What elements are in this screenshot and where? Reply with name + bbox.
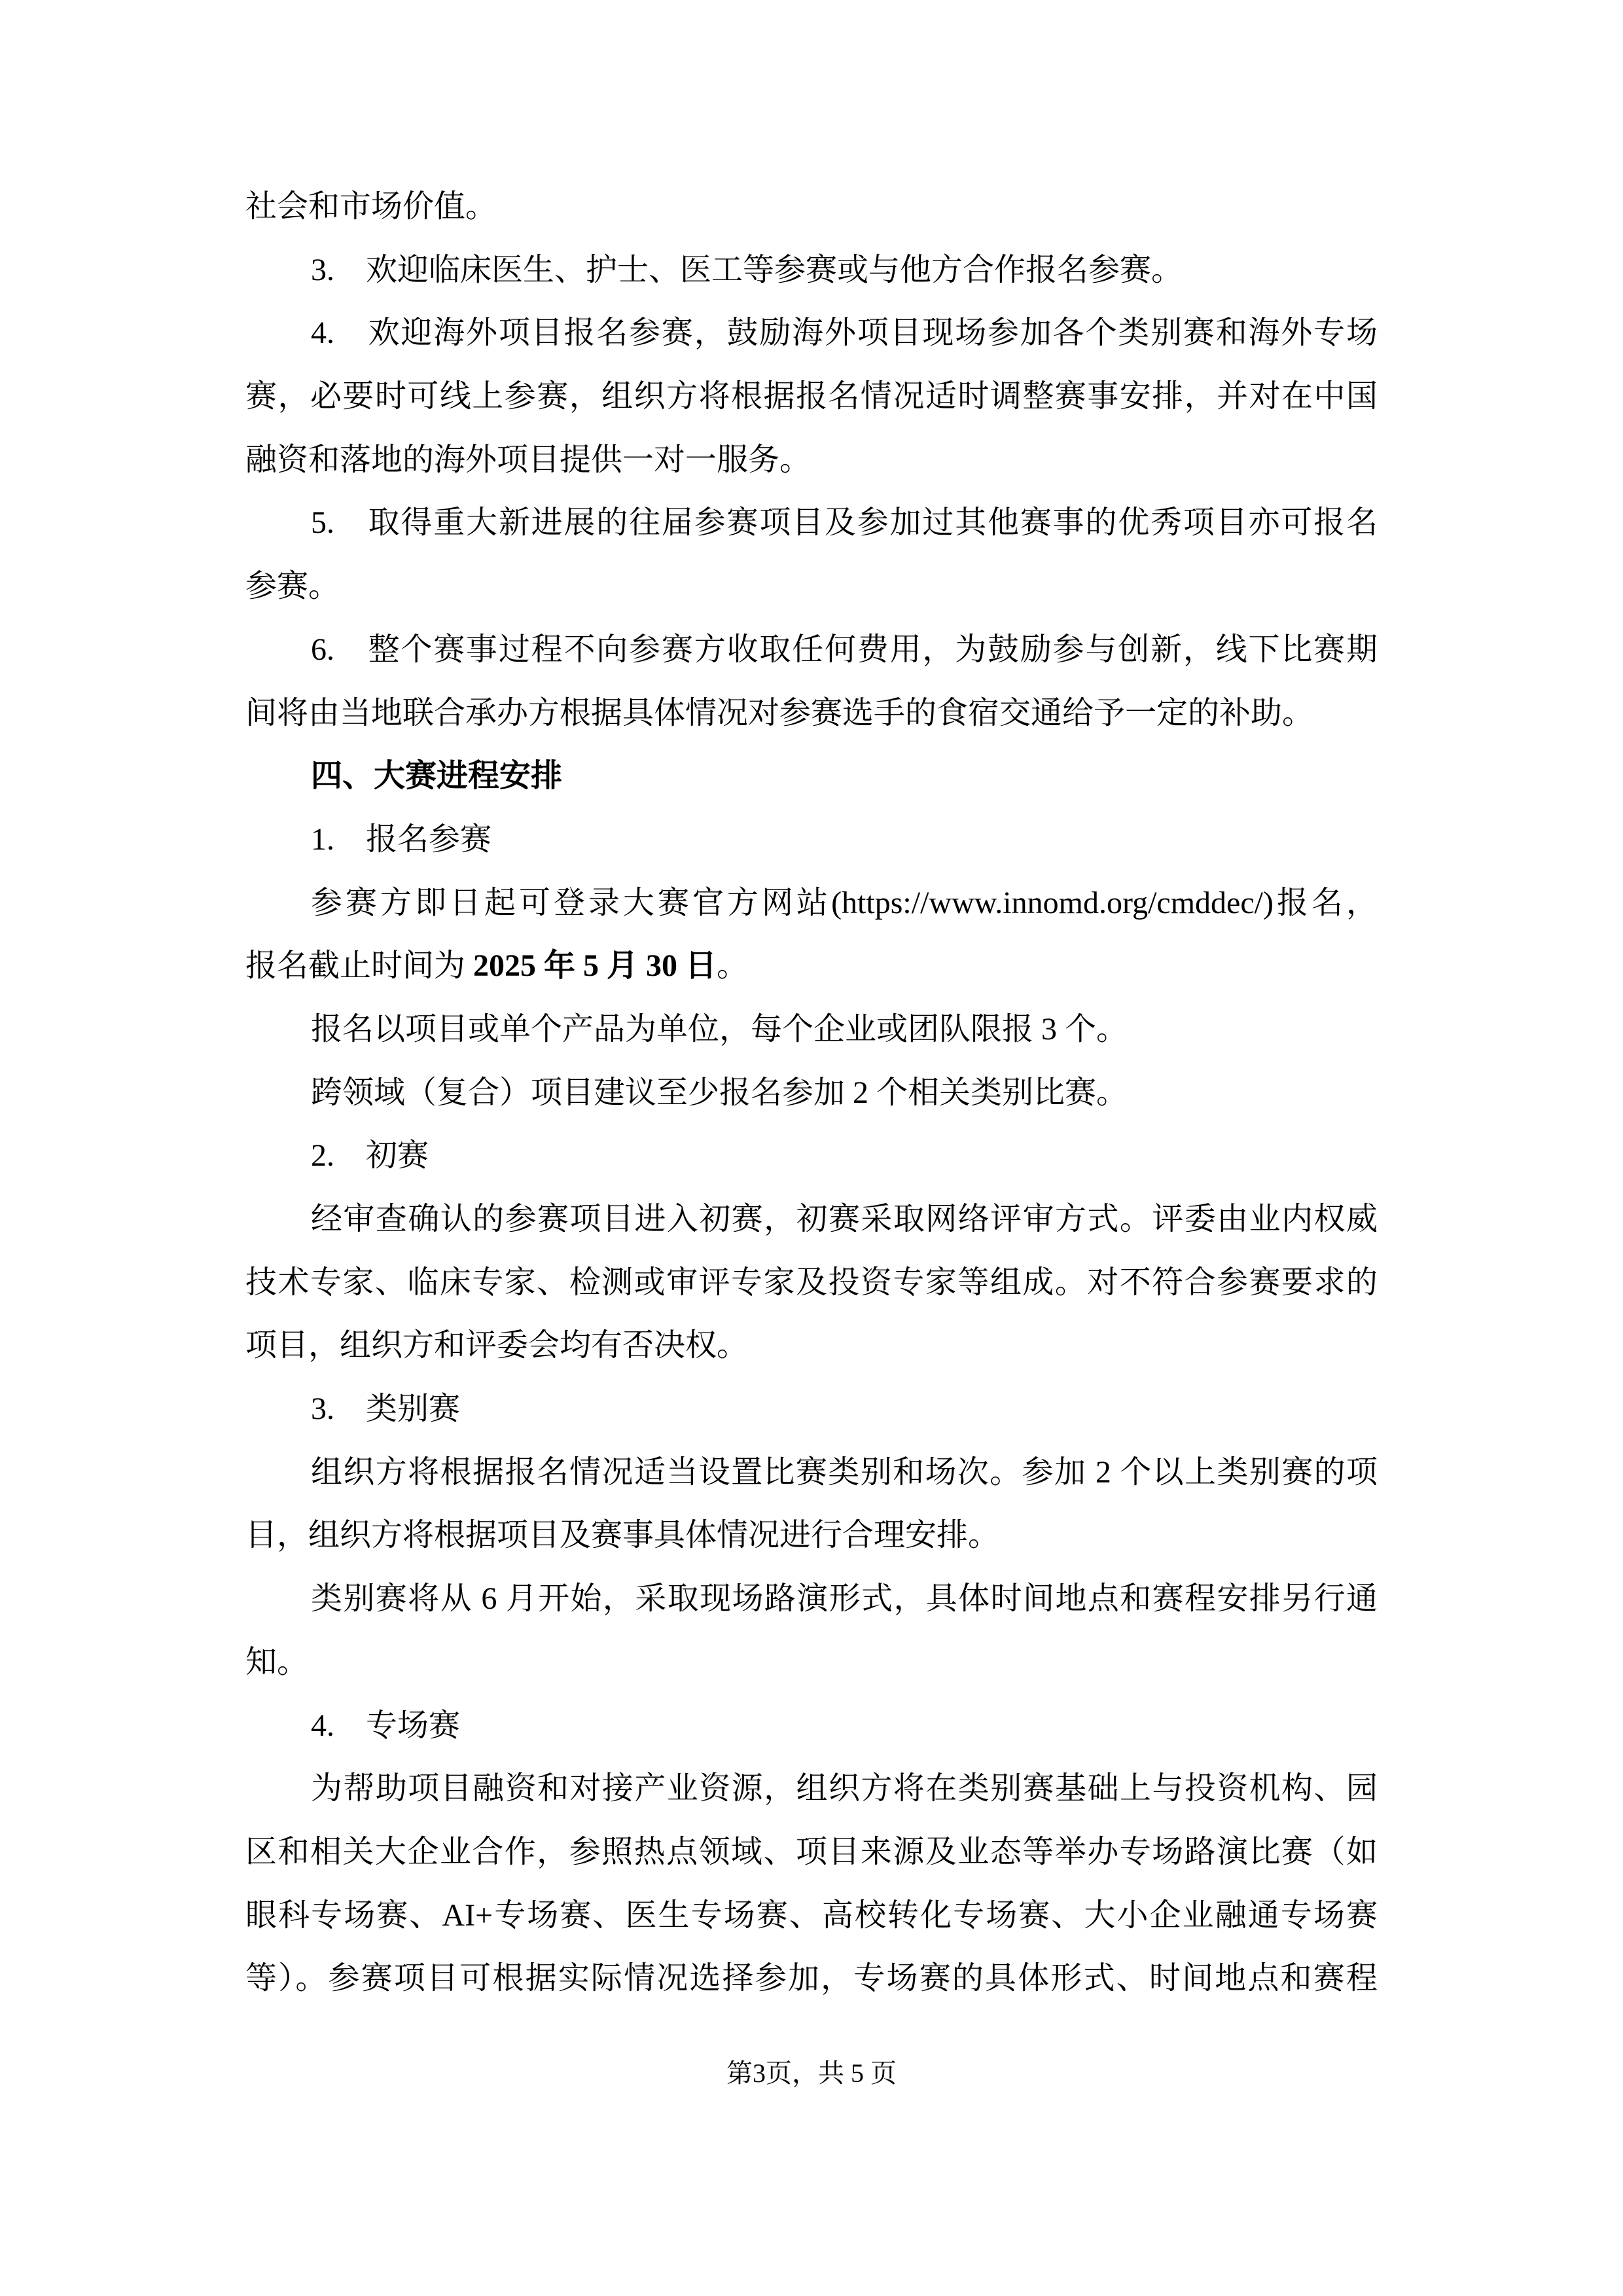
text-run: 知。: [245, 1644, 309, 1679]
text-run: 等）。参赛项目可根据实际情况选择参加，专场赛的具体形式、时间地点和赛程: [245, 1961, 1378, 1996]
text-line: [245, 998, 1378, 1062]
text-run: 参赛方即日起可登录大赛官方网站(https://www.innomd.org/cmddec/)报名，: [311, 885, 1378, 920]
text-run: 项目，组织方和评委会均有否决权。: [245, 1328, 749, 1363]
text-line: [245, 1251, 1378, 1315]
text-line: [245, 1757, 1378, 1821]
text-run: 融资和落地的海外项目提供一对一服务。: [245, 442, 812, 477]
text-line: [245, 1378, 1378, 1441]
text-run: 眼科专场赛、AI+专场赛、医生专场赛、高校转化专场赛、大小企业融通专场赛: [245, 1897, 1378, 1933]
text-run: 3. 欢迎临床医生、护士、医工等参赛或与他方合作报名参赛。: [311, 252, 1183, 287]
page-number-text: 第3页，共 5 页: [726, 2058, 897, 2088]
bold-text-run: 2025 年 5 月 30 日: [473, 948, 717, 984]
text-line: [245, 1314, 1378, 1378]
page-footer: [0, 2055, 1623, 2092]
text-run: 4. 欢迎海外项目报名参赛，鼓励海外项目现场参加各个类别赛和海外专场: [311, 315, 1378, 351]
text-run: 报名以项目或单个产品为单位，每个企业或团队限报 3 个。: [311, 1011, 1128, 1047]
text-line: [245, 745, 1378, 808]
text-run: 参赛。: [245, 569, 340, 604]
text-line: [245, 302, 1378, 365]
text-run: 类别赛将从 6 月开始，采取现场路演形式，具体时间地点和赛程安排另行通: [311, 1581, 1378, 1617]
text-line: [245, 1188, 1378, 1251]
text-line: [245, 239, 1378, 302]
text-line: [245, 1124, 1378, 1188]
text-line: [245, 1568, 1378, 1631]
text-line: [245, 555, 1378, 619]
text-run: 技术专家、临床专家、检测或审评专家及投资专家等组成。对不符合参赛要求的: [245, 1265, 1378, 1300]
text-run: 报名截止时间为: [245, 948, 474, 984]
text-line: [245, 492, 1378, 555]
document-body: [245, 175, 1378, 2011]
text-run: 4. 专场赛: [311, 1708, 461, 1743]
bold-text-run: 四、大赛进程安排: [311, 759, 563, 794]
text-run: 6. 整个赛事过程不向参赛方收取任何费用，为鼓励参与创新，线下比赛期: [311, 632, 1378, 667]
text-line: [245, 1441, 1378, 1505]
text-run: 组织方将根据报名情况适当设置比赛类别和场次。参加 2 个以上类别赛的项: [311, 1454, 1378, 1490]
text-run: 目，组织方将根据项目及赛事具体情况进行合理安排。: [245, 1518, 1000, 1553]
text-run: 3. 类别赛: [311, 1391, 461, 1427]
text-run: 。: [717, 948, 749, 984]
text-run: 跨领域（复合）项目建议至少报名参加 2 个相关类别比赛。: [311, 1075, 1128, 1110]
text-line: [245, 935, 1378, 998]
text-line: [245, 682, 1378, 745]
text-run: 为帮助项目融资和对接产业资源，组织方将在类别赛基础上与投资机构、园: [311, 1771, 1378, 1806]
text-run: 经审查确认的参赛项目进入初赛，初赛采取网络评审方式。评委由业内权威: [311, 1202, 1378, 1236]
text-run: 赛，必要时可线上参赛，组织方将根据报名情况适时调整赛事安排，并对在中国: [245, 379, 1378, 414]
text-run: 2. 初赛: [311, 1138, 429, 1174]
text-line: [245, 175, 1378, 239]
text-line: [245, 1884, 1378, 1948]
text-line: [245, 1947, 1378, 2011]
text-line: [245, 1504, 1378, 1568]
text-run: 区和相关大企业合作，参照热点领域、项目来源及业态等举办专场路演比赛（如: [245, 1834, 1378, 1869]
text-run: 间将由当地联合承办方根据具体情况对参赛选手的食宿交通给予一定的补助。: [245, 695, 1314, 730]
text-line: [245, 1631, 1378, 1695]
text-line: [245, 872, 1378, 935]
text-line: [245, 1695, 1378, 1758]
text-line: [245, 808, 1378, 872]
text-line: [245, 1821, 1378, 1884]
text-line: [245, 429, 1378, 492]
text-run: 5. 取得重大新进展的往届参赛项目及参加过其他赛事的优秀项目亦可报名: [311, 505, 1378, 541]
text-run: 社会和市场价值。: [245, 189, 497, 224]
text-line: [245, 365, 1378, 429]
text-run: 1. 报名参赛: [311, 821, 492, 857]
text-line: [245, 1062, 1378, 1125]
text-line: [245, 619, 1378, 682]
